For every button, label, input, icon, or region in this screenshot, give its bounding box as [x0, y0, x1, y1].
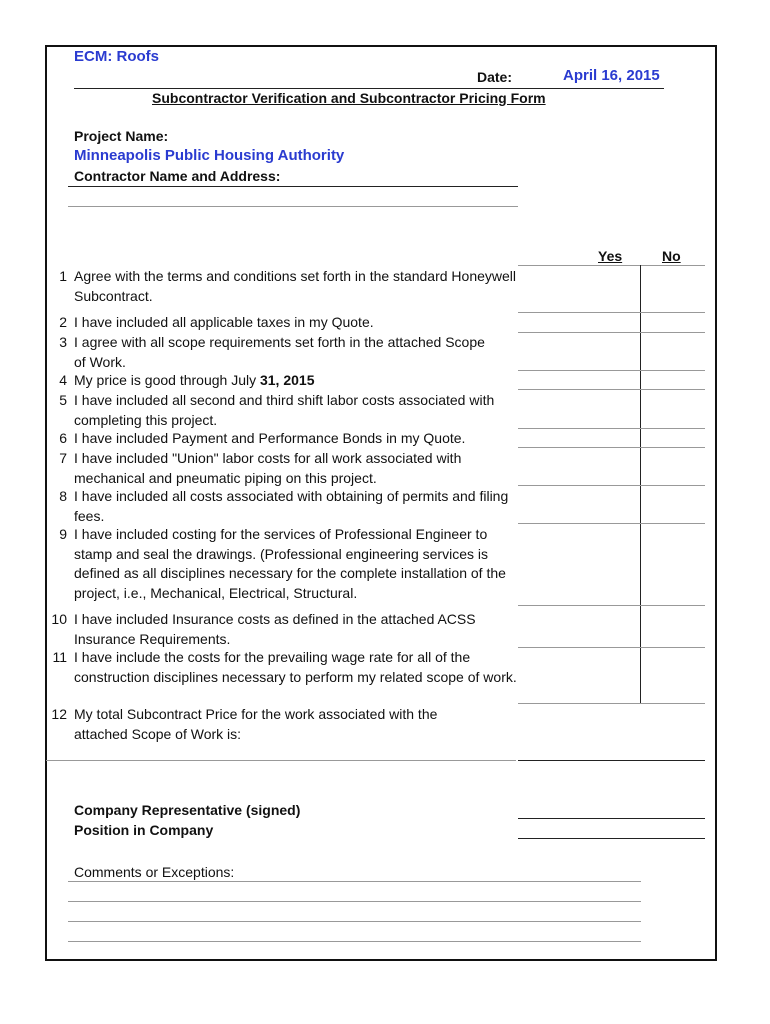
subcontract-price-field[interactable] — [518, 760, 705, 761]
item-number: 12 — [51, 706, 67, 722]
item-number: 7 — [59, 450, 67, 466]
yes-no-divider — [640, 265, 641, 703]
item-text-plain: My price is good through July — [74, 372, 260, 388]
rep-signature-field[interactable] — [518, 818, 705, 819]
item-number: 5 — [59, 392, 67, 408]
comments-line[interactable] — [68, 921, 641, 922]
project-name-value: Minneapolis Public Housing Authority — [74, 147, 345, 164]
item-text: I agree with all scope requirements set forth in the attached Scope of Work. — [74, 334, 485, 370]
comments-line[interactable] — [68, 881, 641, 882]
item-number: 8 — [59, 488, 67, 504]
project-name-label: Project Name: — [74, 128, 169, 144]
position-label: Position in Company — [74, 822, 214, 838]
item-text-bold-date: 31, 2015 — [259, 372, 315, 388]
item-text: I have included all second and third shift labor costs associated with completing this project. — [74, 392, 495, 428]
item-number: 3 — [59, 334, 67, 350]
date-value: April 16, 2015 — [563, 67, 660, 84]
no-column-header: No — [662, 248, 681, 264]
item-number: 11 — [52, 649, 67, 665]
yes-column-header: Yes — [598, 248, 623, 264]
comments-label: Comments or Exceptions: — [74, 864, 235, 880]
rep-signature-label: Company Representative (signed) — [74, 802, 301, 818]
item-number: 9 — [59, 526, 67, 542]
ecm-label: ECM: Roofs — [74, 48, 159, 65]
item-number: 6 — [59, 430, 67, 446]
date-label: Date: — [477, 69, 513, 85]
item-number: 1 — [59, 268, 67, 284]
item-text: Agree with the terms and conditions set forth in the standard Honeywell Subcontract. — [74, 268, 517, 304]
item-text: I have included Payment and Performance Bonds in my Quote. — [74, 430, 466, 446]
item-text: I have included all costs associated with obtaining of permits and filing fees. — [74, 488, 509, 524]
comments-line[interactable] — [68, 941, 641, 942]
item-number: 4 — [59, 372, 67, 388]
comments-line[interactable] — [68, 901, 641, 902]
item-text: I have include the costs for the prevailing wage rate for all of the construction disciplines necessary to perform my related scope of work. — [74, 649, 517, 685]
item-text: I have included all applicable taxes in my Quote. — [74, 314, 374, 330]
item-text: I have included costing for the services of Professional Engineer to stamp and seal the drawings. (Professional engineering services is defined as all disciplines necessary for the complete installation of the project, i.e., Mechanical, Electrical, Structural. — [74, 526, 506, 601]
contractor-address-line[interactable] — [68, 206, 518, 207]
position-field[interactable] — [518, 838, 705, 839]
form-title: Subcontractor Verification and Subcontractor Pricing Form — [152, 90, 546, 106]
contractor-line[interactable] — [68, 186, 518, 187]
item-text: My total Subcontract Price for the work associated with the attached Scope of Work is: — [74, 706, 438, 742]
contractor-label: Contractor Name and Address: — [74, 168, 281, 184]
item-number: 10 — [51, 611, 67, 627]
item-text: I have included "Union" labor costs for all work associated with mechanical and pneumatic piping on this project. — [74, 450, 462, 486]
item-text — [74, 371, 524, 391]
item-text: I have included Insurance costs as defined in the attached ACSS Insurance Requirements. — [74, 611, 476, 647]
item-number: 2 — [59, 314, 67, 330]
